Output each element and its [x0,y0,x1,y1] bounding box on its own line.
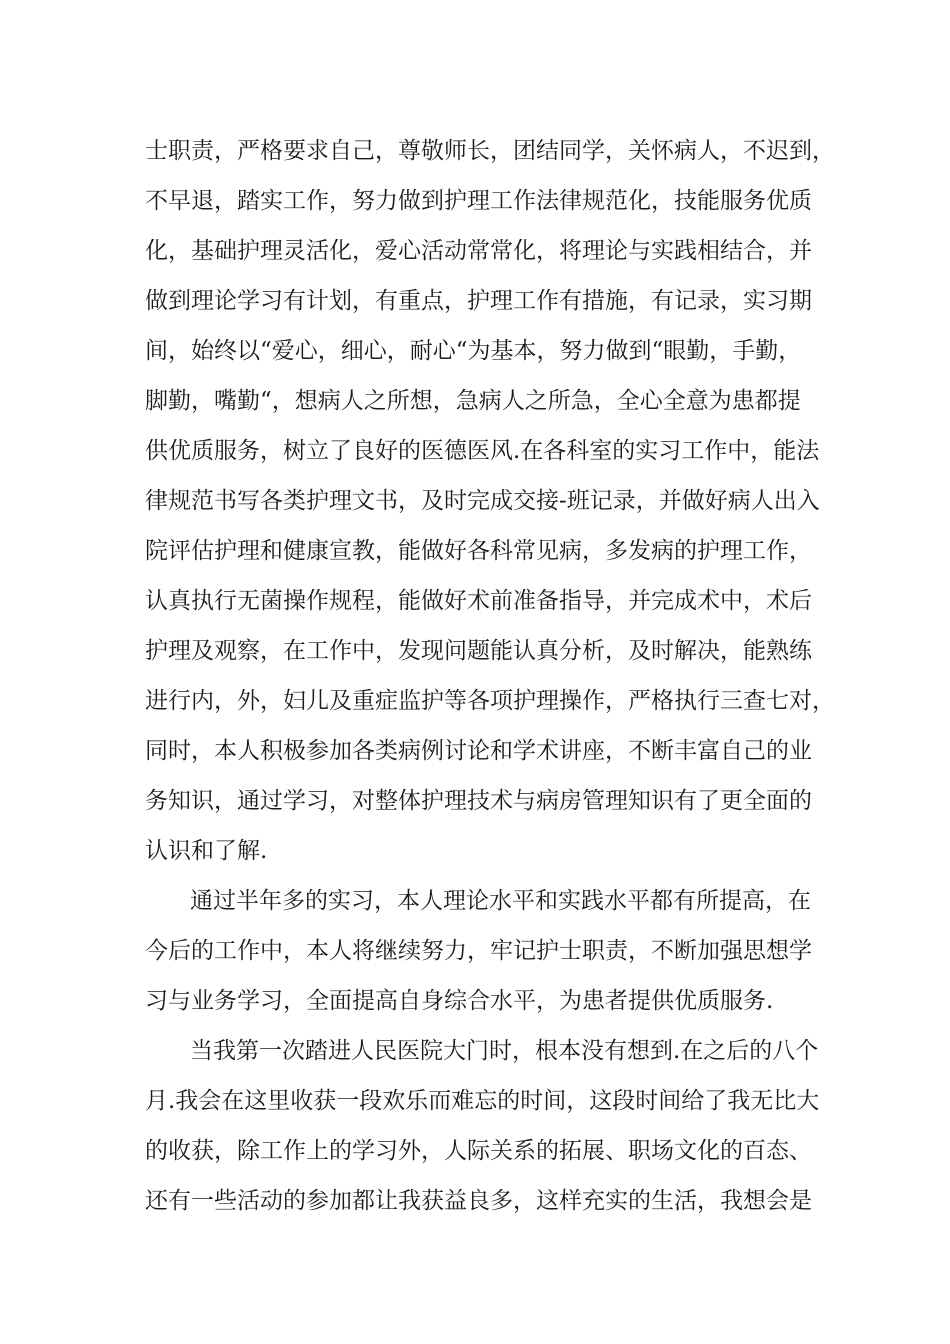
text-line: 化，基础护理灵活化，爱心活动常常化，将理论与实践相结合，并 [145,238,812,264]
text-line: 习与业务学习，全面提高自身综合水平，为患者提供优质服务. [145,988,774,1014]
text-line: 律规范书写各类护理文书，及时完成交接-班记录，并做好病人出入 [145,488,820,514]
text-line: 还有一些活动的参加都让我获益良多，这样充实的生活，我想会是 [145,1188,812,1214]
text-line: 不早退，踏实工作，努力做到护理工作法律规范化，技能服务优质 [145,188,812,214]
text-line: 院评估护理和健康宣教，能做好各科常见病，多发病的护理工作， [145,538,812,564]
text-line: 士职责，严格要求自己，尊敬师长，团结同学，关怀病人，不迟到， [145,138,835,164]
text-line: 当我第一次踏进人民医院大门时，根本没有想到.在之后的八个 [190,1038,819,1064]
text-line: 进行内，外，妇儿及重症监护等各项护理操作，严格执行三查七对， [145,688,835,714]
text-line: 今后的工作中，本人将继续努力，牢记护士职责，不断加强思想学 [145,938,812,964]
text-line: 间，始终以“爱心，细心，耐心“为基本，努力做到“眼勤，手勤， [145,338,802,364]
text-line: 务知识，通过学习，对整体护理技术与病房管理知识有了更全面的 [145,788,812,814]
text-line: 认识和了解. [145,838,268,864]
text-line: 供优质服务，树立了良好的医德医风.在各科室的实习工作中，能法 [145,438,820,464]
text-line: 认真执行无菌操作规程，能做好术前准备指导，并完成术中，术后 [145,588,812,614]
text-line: 脚勤，嘴勤“，想病人之所想，急病人之所急，全心全意为患都提 [145,388,801,414]
text-line: 通过半年多的实习，本人理论水平和实践水平都有所提高，在 [190,888,811,914]
text-line: 月.我会在这里收获一段欢乐而难忘的时间，这段时间给了我无比大 [145,1088,820,1114]
text-line: 做到理论学习有计划，有重点，护理工作有措施，有记录，实习期 [145,288,812,314]
text-line: 的收获，除工作上的学习外，人际关系的拓展、职场文化的百态、 [145,1138,812,1164]
text-line: 护理及观察，在工作中，发现问题能认真分析，及时解决，能熟练 [145,638,812,664]
text-line: 同时，本人积极参加各类病例讨论和学术讲座，不断丰富自己的业 [145,738,812,764]
